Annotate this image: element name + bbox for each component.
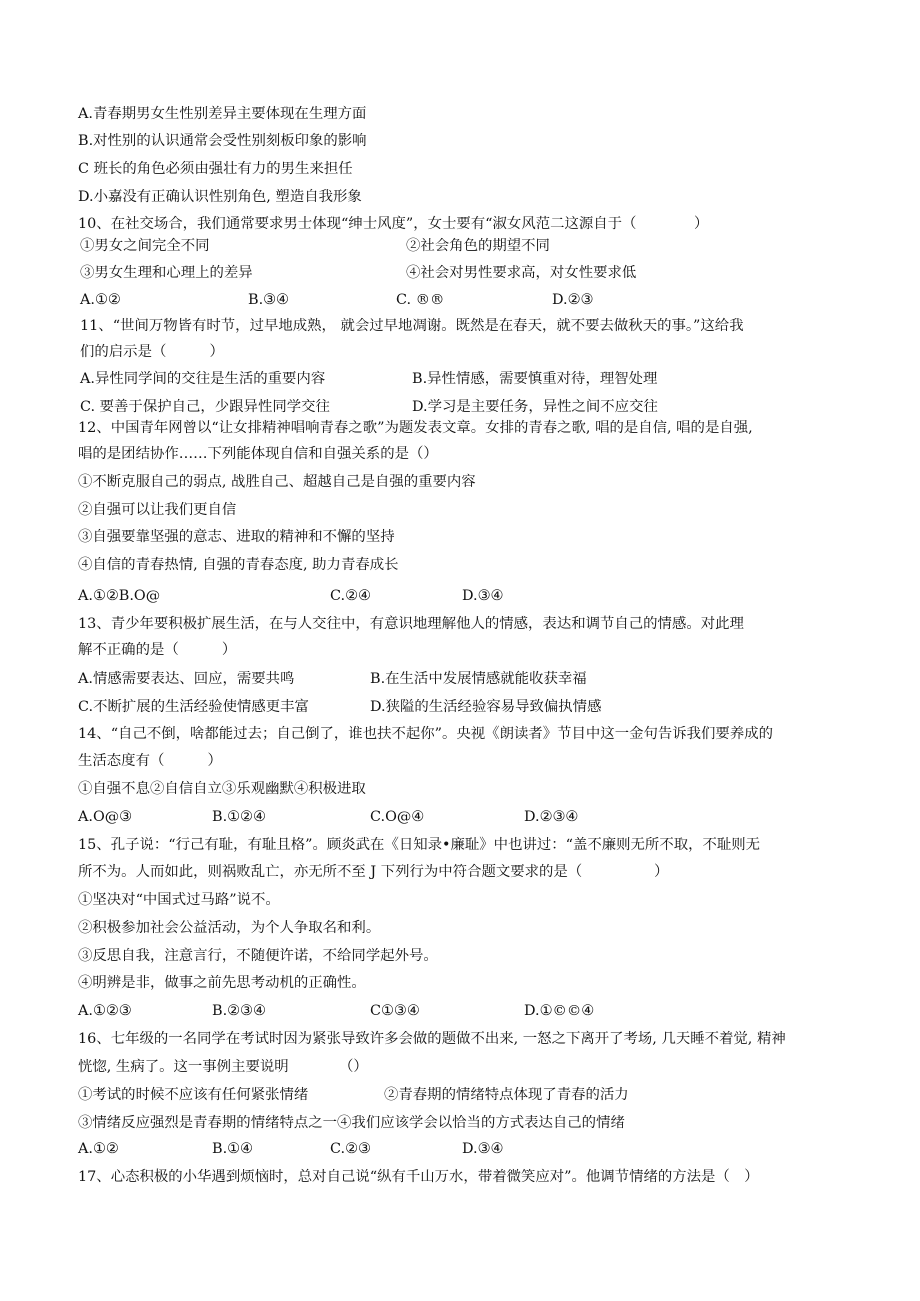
text-line-l39d: D.③④ [462, 1141, 504, 1157]
text-line-l8d: D.②③ [552, 292, 594, 308]
text-line-l36: 恍惚, 生病了。这一事例主要说明 （） [78, 1059, 368, 1075]
text-line-l3: C 班长的角色必须由强壮有力的男生来担任 [78, 161, 353, 177]
text-line-l10: 们的启示是（ ） [80, 344, 224, 360]
text-line-l34d: D.①©©④ [524, 1003, 595, 1019]
text-line-l34a: A.①②③ [78, 1003, 132, 1019]
text-line-l23a: C.不断扩展的生活经验使情感更丰富 [78, 699, 309, 715]
text-line-l32: ③反思自我，注意言行，不随便许诺，不给同学起外号。 [78, 948, 438, 964]
text-line-l26: ①自强不息②自信自立③乐观幽默④积极进取 [78, 781, 366, 797]
text-line-l34c: C①③④ [370, 1003, 420, 1019]
text-line-l17: ③自强要靠坚强的意志、进取的精神和不懈的坚持 [78, 529, 395, 545]
text-line-l37a: ①考试的时候不应该有任何紧张情绪 [78, 1087, 309, 1103]
text-line-l15: ①不断克服自己的弱点, 战胜自己、超越自己是自强的重要内容 [78, 474, 476, 490]
text-line-l6a: ①男女之间完全不同 [80, 238, 210, 254]
text-line-l19b: C.②④ [330, 588, 371, 604]
text-line-l39b: B.①④ [212, 1141, 253, 1157]
text-line-l34b: B.②③④ [212, 1003, 266, 1019]
text-line-l18: ④自信的青春热情, 自强的青春态度, 助力青春成长 [78, 557, 399, 573]
text-line-l30: ①坚决对“中国式过马路”说不。 [78, 892, 280, 908]
text-line-l9: 11、“世间万物皆有时节，过早地成熟， 就会过早地凋谢。既然是在春天，就不要去做秋天的事。”这给我 [80, 318, 744, 334]
text-line-l28: 15、孔子说：“行己有耻，有耻且格”。顾炎武在《日知录•廉耻》中也讲过：“盖不廉则无所不取，不耻则无 [78, 837, 761, 853]
text-line-l7a: ③男女生理和心理上的差异 [80, 265, 253, 281]
text-line-l39c: C.②③ [330, 1141, 371, 1157]
text-line-l27d: D.②③④ [524, 809, 579, 825]
text-line-l29: 所不为。人而如此，则祸败乱亡，亦无所不至 J 下列行为中符合题文要求的是（ ） [78, 864, 669, 880]
text-line-l19a: A.①②B.O@ [78, 588, 161, 604]
text-line-l19c: D.③④ [462, 588, 504, 604]
text-line-l8b: B.③④ [248, 292, 289, 308]
text-line-l25: 生活态度有（ ） [78, 753, 222, 769]
text-line-l7b: ④社会对男性要求高，对女性要求低 [406, 265, 637, 281]
text-line-l40: 17、心态积极的小华遇到烦恼时，总对自己说“纵有千山万水，带着微笑应对”。他调节情绪的方法是（ ） [78, 1169, 759, 1185]
text-line-l2: B.对性别的认识通常会受性别刻板印象的影响 [78, 133, 367, 149]
text-line-l16: ②自强可以让我们更自信 [78, 502, 237, 518]
text-line-l21: 解不正确的是（ ） [78, 642, 237, 658]
text-line-l31: ②积极参加社会公益活动，为个人争取名和利。 [78, 920, 381, 936]
text-line-l23b: D.狭隘的生活经验容易导致偏执情感 [370, 699, 602, 715]
text-line-l11a: A.异性同学间的交往是生活的重要内容 [80, 371, 326, 387]
text-line-l12a: C. 要善于保护自己，少跟异性同学交往 [80, 399, 330, 415]
text-line-l4: D.小嘉没有正确认识性别角色, 塑造自我形象 [78, 189, 362, 205]
text-line-l22a: A.情感需要表达、回应，需要共鸣 [78, 671, 295, 687]
text-line-l20: 13、青少年要积极扩展生活，在与人交往中，有意识地理解他人的情感，表达和调节自己的情感。对此理 [78, 616, 744, 632]
text-line-l27a: A.O@③ [78, 809, 133, 825]
text-line-l35: 16、七年级的一名同学在考试时因为紧张导致许多会做的题做不出来, 一怒之下离开了考场, 几天睡不着觉, 精神 [78, 1031, 786, 1047]
text-line-l14: 唱的是团结协作……下列能体现自信和自强关系的是（） [78, 446, 438, 462]
text-line-l12b: D.学习是主要任务，异性之间不应交往 [412, 399, 658, 415]
text-line-l6b: ②社会角色的期望不同 [406, 238, 550, 254]
text-line-l27b: B.①②④ [212, 809, 266, 825]
text-line-l33: ④明辨是非，做事之前先思考动机的正确性。 [78, 975, 366, 991]
text-line-l27c: C.O@④ [370, 809, 425, 825]
text-line-l1: A.青春期男女生性别差异主要体现在生理方面 [78, 106, 367, 122]
text-line-l38: ③情绪反应强烈是青春期的情绪特点之一④我们应该学会以恰当的方式表达自己的情绪 [78, 1115, 625, 1131]
text-line-l8c: C. ®® [396, 292, 445, 308]
text-line-l22b: B.在生活中发展情感就能收获幸福 [370, 671, 587, 687]
text-line-l37b: ②青春期的情绪特点体现了青春的活力 [384, 1087, 629, 1103]
text-line-l11b: B.异性情感，需要慎重对待，理智处理 [412, 371, 658, 387]
text-line-l24: 14、“自己不倒，啥都能过去；自己倒了，谁也扶不起你”。央视《朗读者》节目中这一金句告诉我们要养成的 [78, 726, 773, 742]
text-line-l13: 12、中国青年网曾以“让女排精神唱响青春之歌”为题发表文章。女排的青春之歌, 唱的是自信, 唱的是自强, [78, 420, 753, 436]
text-line-l5: 10、在社交场合，我们通常要求男士体现“绅士风度”，女士要有“淑女风范二这源自于（ ） [78, 216, 709, 232]
text-line-l39a: A.①② [78, 1141, 119, 1157]
text-line-l8a: A.①② [80, 292, 121, 308]
